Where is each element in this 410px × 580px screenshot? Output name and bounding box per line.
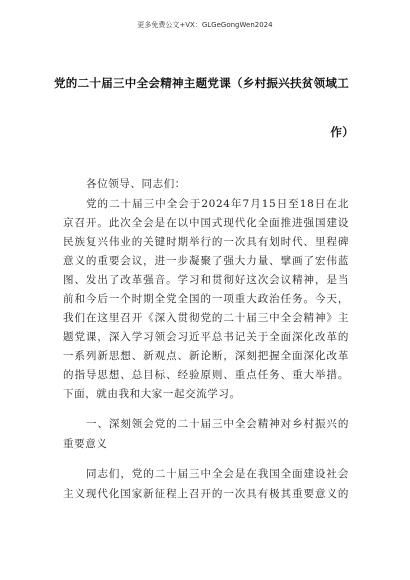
section-heading-line-1: 一、深刻领会党的二十届三中全会精神对乡村振兴的 (86, 418, 349, 430)
header-note: 更多免费公文+VX：GLGeGongWen2024 (137, 21, 273, 29)
paragraph-line: 主义现代化国家新征程上召开的一次具有极其重要意义的 (63, 488, 349, 500)
paragraph-line: 题党课，深入学习领会习近平总书记关于全面深化改革的 (63, 331, 349, 343)
salutation: 各位领导、同志们： (86, 178, 186, 190)
paragraph-line: 下面，就由我和大家一起交流学习。 (63, 388, 241, 400)
paragraph-line: 京召开。此次全会是在以中国式现代化全面推进强国建设 (63, 217, 349, 229)
paragraph-line: 一系列新思想、新观点、新论断，深刻把握全面深化改革 (63, 350, 349, 362)
paragraph-line: 前和今后一个时期全党全国的一项重大政治任务。今天， (63, 293, 349, 305)
paragraph-line: 的指导思想、总目标、经验原则、重点任务、重大举措。 (63, 369, 349, 381)
document-title-line-2: 作） (330, 125, 354, 139)
paragraph-line: 意义的重要会议，进一步凝聚了强大力量、擘画了宏伟蓝 (63, 255, 349, 267)
section-heading-line-2: 重要意义 (63, 438, 108, 450)
paragraph-line: 图、发出了改革强音。学习和贯彻好这次会议精神，是当 (63, 274, 349, 286)
paragraph-line: 民族复兴伟业的关键时期举行的一次具有划时代、里程碑 (63, 236, 349, 248)
paragraph-line: 党的二十届三中全会于2024年7月15日至18日在北 (86, 198, 349, 210)
paragraph-line: 同志们，党的二十届三中全会是在我国全面建设社会 (86, 468, 349, 480)
document-title-line-1: 党的二十届三中全会精神主题党课（乡村振兴扶贫领域工 (54, 76, 349, 90)
paragraph-line: 我们在这里召开《深入贯彻党的二十届三中全会精神》主 (63, 312, 349, 324)
